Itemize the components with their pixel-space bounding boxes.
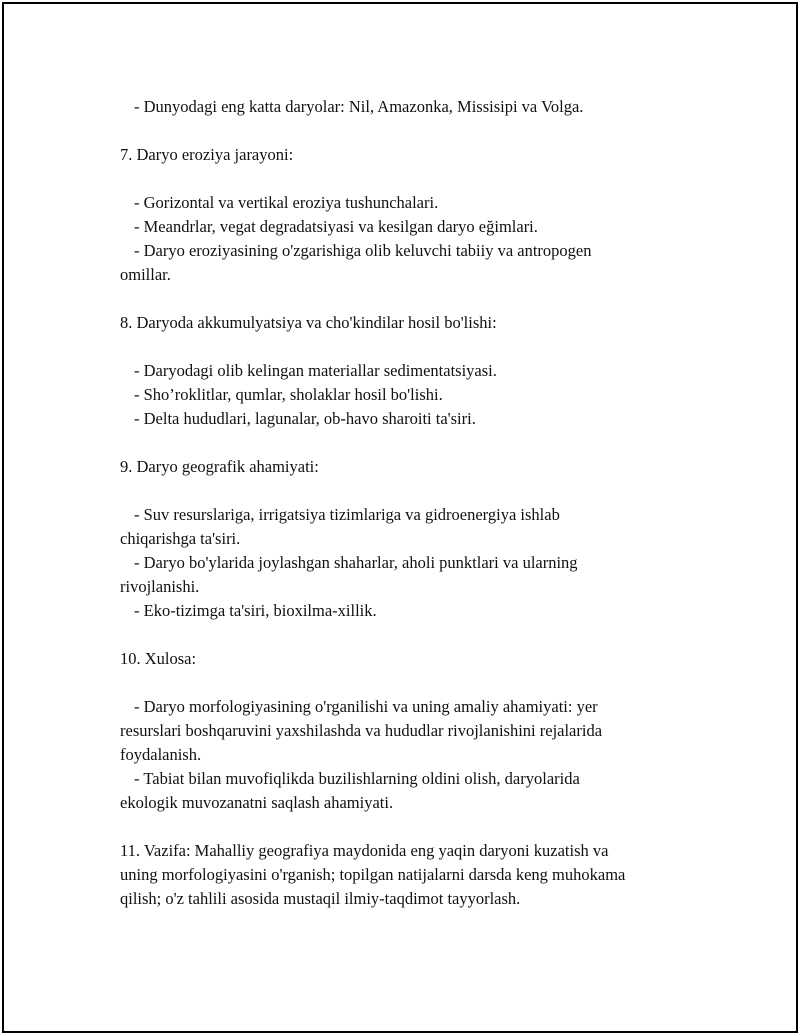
spacer [120,623,680,647]
section-9-item-3: - Eko-tizimga ta'siri, bioxilma-xillik. [134,601,377,620]
section-10-item-1-continuation-1: resurslari boshqaruvini yaxshilashda va hududlar rivojlanishini rejalarida [120,721,603,740]
spacer [120,335,680,359]
section-11-line-2: uning morfologiyasini o'rganish; topilgan natijalarni darsda keng muhokama [120,865,626,884]
section-9-heading: 9. Daryo geografik ahamiyati: [120,457,319,476]
page-frame [2,2,798,1033]
intro-bullet: - Dunyodagi eng katta daryolar: Nil, Amazonka, Missisipi va Volga. [134,97,584,116]
section-9-item-2-continuation: rivojlanishi. [120,577,200,596]
section-10-item-1-continuation-2: foydalanish. [120,745,202,764]
document-body [120,95,680,911]
section-7-item-2: - Meandrlar, vegat degradatsiyasi va kesilgan daryo eğimlari. [134,217,538,236]
section-10-item-1: - Daryo morfologiyasining o'rganilishi va uning amaliy ahamiyati: yer [134,697,598,716]
section-11-heading: 11. Vazifa: Mahalliy geografiya maydonida eng yaqin daryoni kuzatish va [120,841,609,860]
section-10-item-2: - Tabiat bilan muvofiqlikda buzilishlarning oldini olish, daryolarida [134,769,580,788]
section-7-heading: 7. Daryo eroziya jarayoni: [120,145,294,164]
spacer [120,431,680,455]
section-10-item-2-continuation: ekologik muvozanatni saqlash ahamiyati. [120,793,394,812]
section-8-heading: 8. Daryoda akkumulyatsiya va cho'kindilar hosil bo'lishi: [120,313,497,332]
spacer [120,119,680,143]
spacer [120,671,680,695]
section-9-item-1-continuation: chiqarishga ta'siri. [120,529,241,548]
section-9-item-2: - Daryo bo'ylarida joylashgan shaharlar, aholi punktlari va ularning [134,553,578,572]
section-8-item-3: - Delta hududlari, lagunalar, ob-havo sharoiti ta'siri. [134,409,476,428]
spacer [120,167,680,191]
section-8-item-2: - Sho’roklitlar, qumlar, sholaklar hosil bo'lishi. [134,385,443,404]
section-11-line-3: qilish; o'z tahlili asosida mustaqil ilmiy-taqdimot tayyorlash. [120,889,521,908]
section-7-item-3-continuation: omillar. [120,265,171,284]
section-7-item-3: - Daryo eroziyasining o'zgarishiga olib keluvchi tabiiy va antropogen [134,241,592,260]
section-8-item-1: - Daryodagi olib kelingan materiallar sedimentatsiyasi. [134,361,497,380]
section-10-heading: 10. Xulosa: [120,649,197,668]
section-7-item-1: - Gorizontal va vertikal eroziya tushunchalari. [134,193,439,212]
spacer [120,287,680,311]
spacer [120,815,680,839]
spacer [120,479,680,503]
section-9-item-1: - Suv resurslariga, irrigatsiya tizimlariga va gidroenergiya ishlab [134,505,560,524]
